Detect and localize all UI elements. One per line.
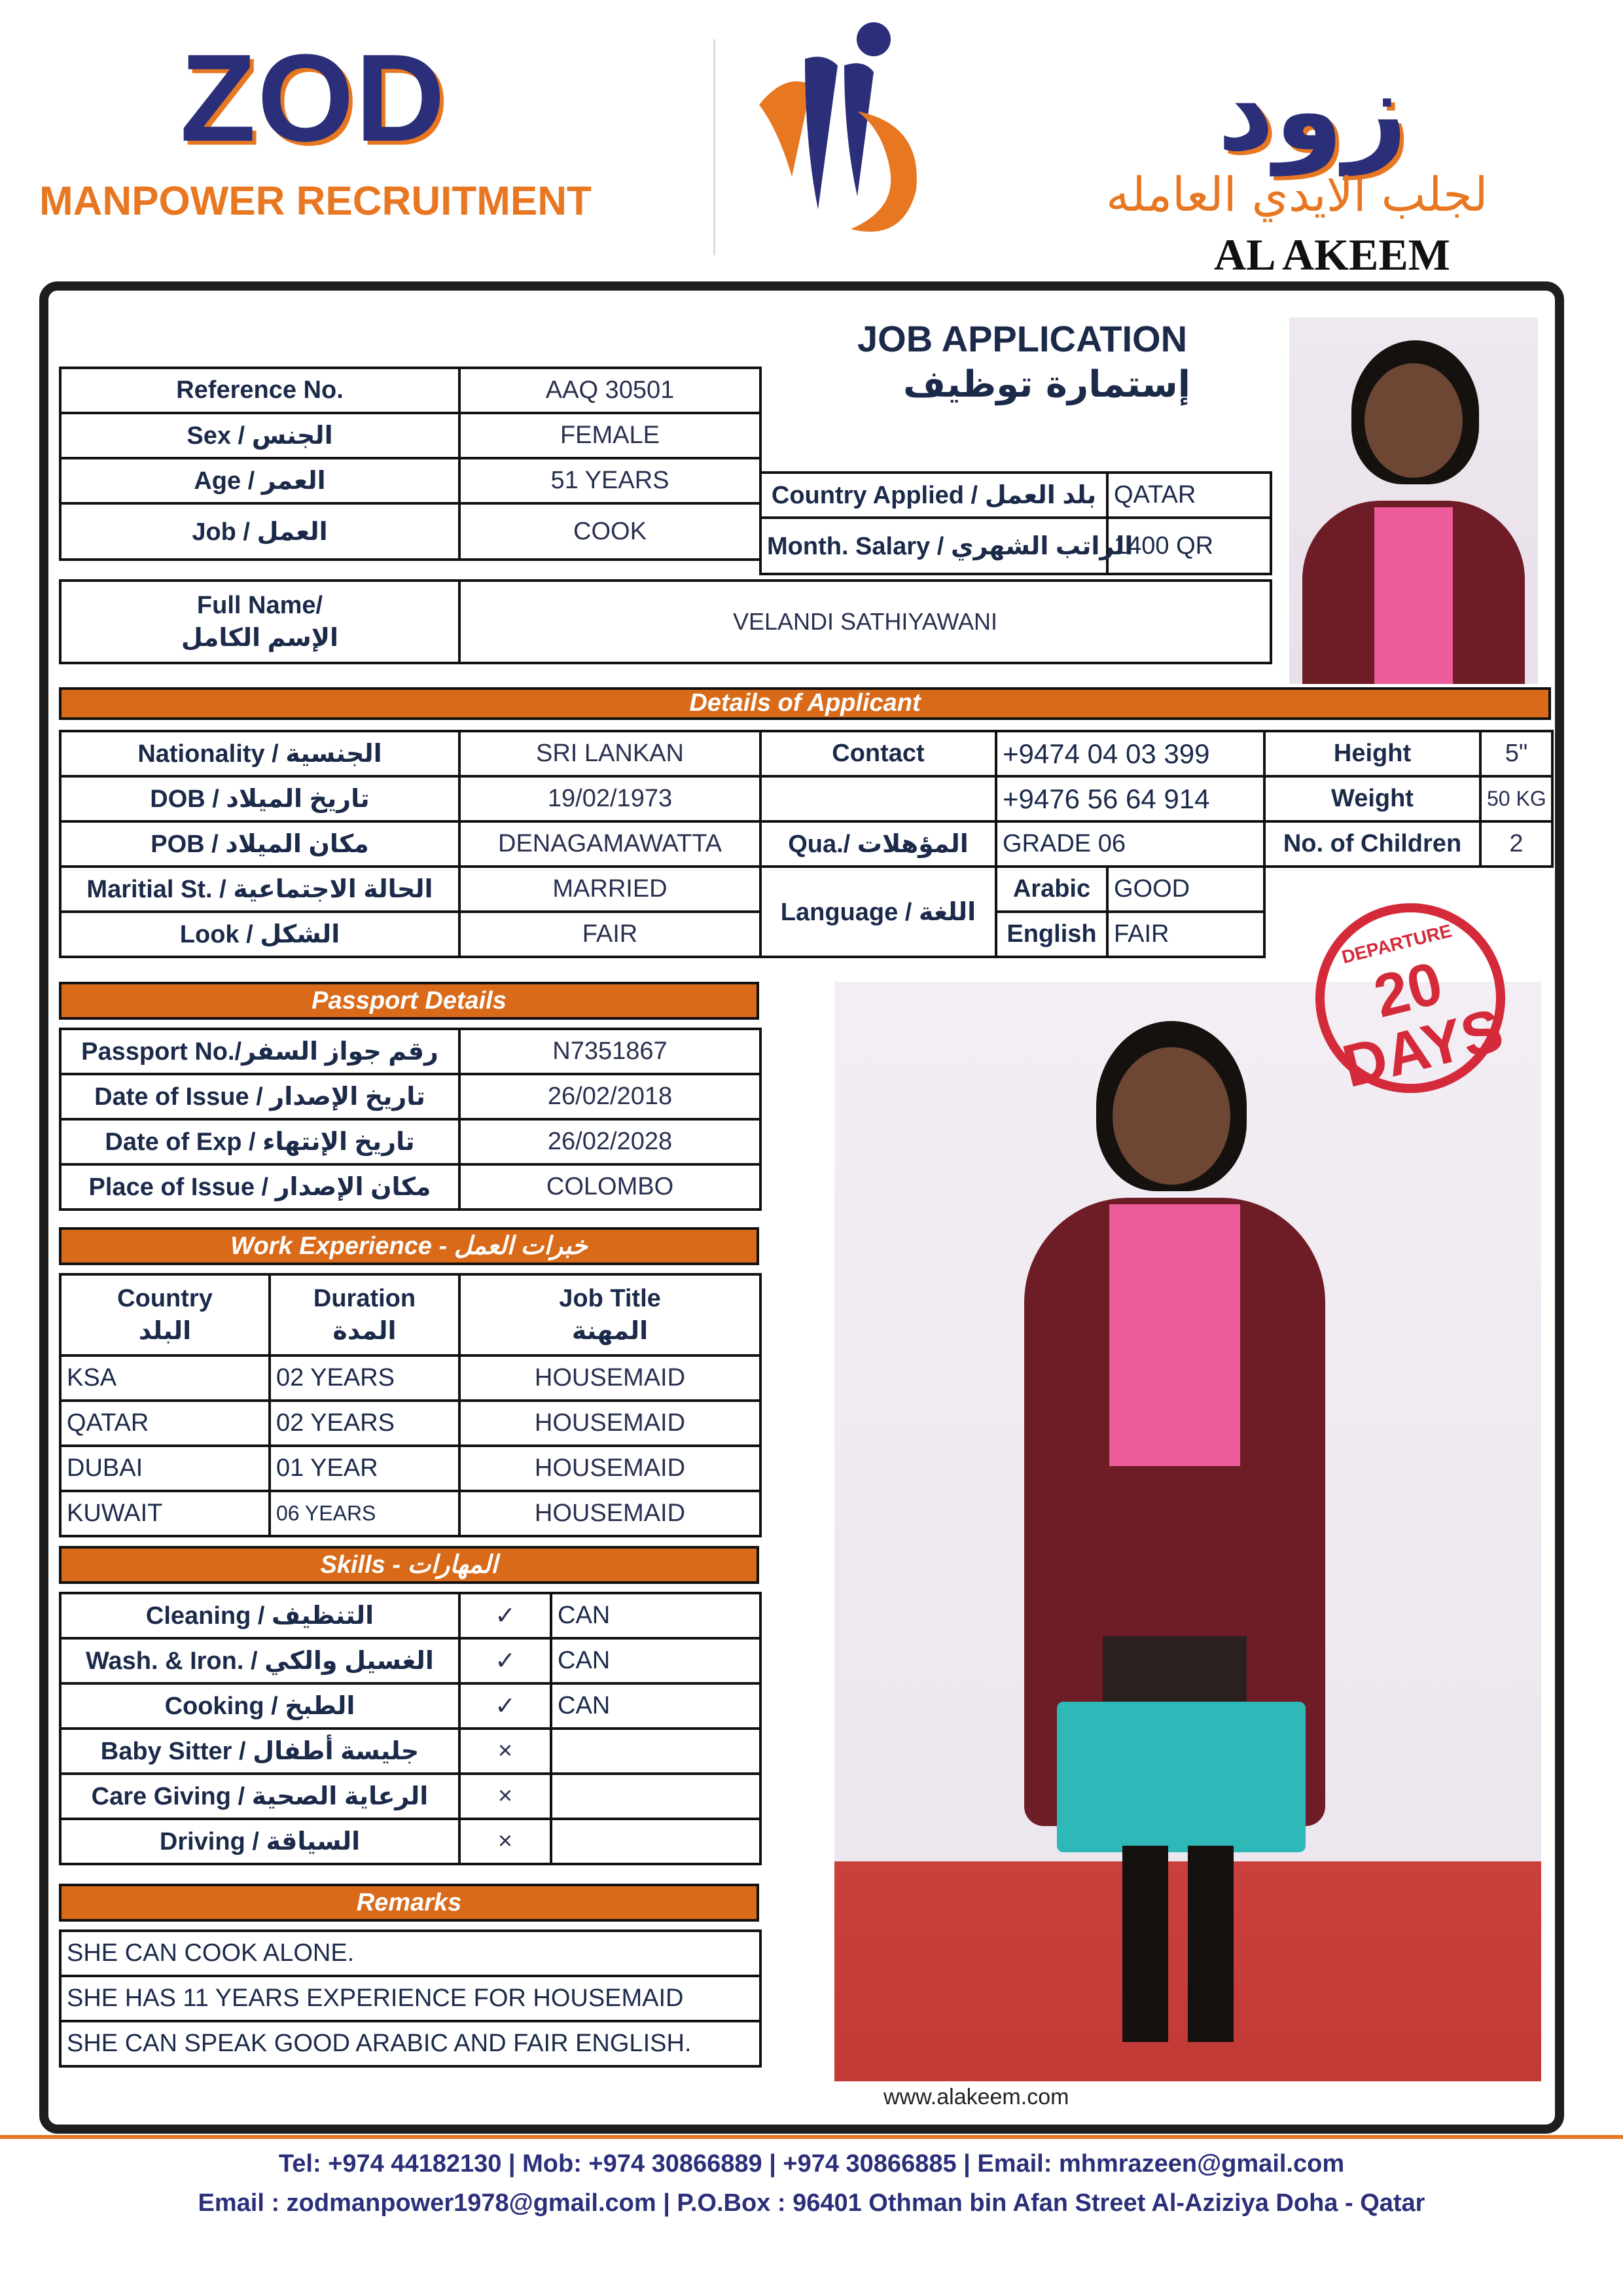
passport-table: [59, 1028, 762, 1211]
details-left-table: [59, 730, 762, 958]
skill-label: Cleaning / التنظيف: [60, 1593, 459, 1638]
remark-line: SHE CAN SPEAK GOOD ARABIC AND FAIR ENGLISH.: [60, 2021, 760, 2066]
check-icon: ✓: [459, 1638, 551, 1683]
brand-alakeem: AL AKEEM: [1214, 230, 1450, 279]
table-row: [60, 1401, 760, 1446]
full-name-label-ar: الإسم الكامل: [181, 624, 339, 652]
exp-duration: 02 YEARS: [270, 1401, 459, 1446]
age-value: 51 YEARS: [459, 458, 760, 503]
exp-country: DUBAI: [60, 1446, 270, 1491]
ref-label: Reference No.: [60, 368, 459, 413]
table-row: [60, 1355, 760, 1401]
details-middle-table: [759, 730, 1266, 958]
marital-value: MARRIED: [459, 867, 760, 912]
skills-table: [59, 1592, 762, 1865]
marital-label: Maritial St. / الحالة الاجتماعية: [60, 867, 459, 912]
language-label: Language / اللغة: [760, 867, 996, 957]
table-row: [60, 1819, 760, 1864]
pob-label: POB / مكان الميلاد: [60, 821, 459, 867]
basic-info-table: [59, 367, 762, 561]
issue-place-label: Place of Issue / مكان الإصدار: [60, 1164, 459, 1210]
exp-country: KUWAIT: [60, 1491, 270, 1536]
table-row: [60, 1729, 760, 1774]
check-icon: ✓: [459, 1593, 551, 1638]
table-row: [60, 1446, 760, 1491]
issue-date-value: 26/02/2018: [459, 1074, 760, 1119]
phone-1: +9474 04 03 399: [996, 731, 1264, 776]
table-row: [60, 1491, 760, 1536]
table-row: [60, 1774, 760, 1819]
skill-value: CAN: [551, 1683, 760, 1729]
sex-label: Sex / الجنس: [60, 413, 459, 458]
portrait-face: [1364, 363, 1463, 478]
header-divider: [713, 39, 715, 255]
full-name-table: [59, 579, 1272, 664]
full-leg-right: [1188, 1846, 1234, 2042]
remarks-heading: Remarks: [59, 1884, 759, 1922]
look-label: Look / الشكل: [60, 912, 459, 957]
skill-value: CAN: [551, 1593, 760, 1638]
exp-date-value: 26/02/2028: [459, 1119, 760, 1164]
page-title-arabic: إستمارة توظيف: [903, 363, 1190, 406]
exp-country: QATAR: [60, 1401, 270, 1446]
col-job-header: [459, 1274, 760, 1355]
phone-2: +9476 56 64 914: [996, 776, 1264, 821]
qua-value: GRADE 06: [996, 821, 1264, 867]
list-item: [60, 1976, 760, 2021]
col-country-en: Country: [117, 1285, 213, 1312]
list-item: [60, 2021, 760, 2066]
qua-label: Qua./ المؤهلات: [760, 821, 996, 867]
footer-contact-line-1: Tel: +974 44182130 | Mob: +974 30866889 | +974 30866885 | Email: mhmrazeen@gmail.com: [278, 2150, 1345, 2178]
job-value: COOK: [459, 503, 760, 560]
dob-label: DOB / تاريخ الميلاد: [60, 776, 459, 821]
skill-label: Wash. & Iron. / الغسيل والكي: [60, 1638, 459, 1683]
children-label: No. of Children: [1264, 821, 1480, 867]
col-job-ar: المهنة: [571, 1318, 649, 1345]
stamp-main-text: 20 DAYS: [1336, 949, 1510, 1101]
exp-duration: 06 YEARS: [270, 1491, 459, 1536]
age-label: Age / العمر: [60, 458, 459, 503]
portrait-shirt: [1374, 507, 1453, 684]
full-name-label-en: Full Name/: [196, 592, 323, 619]
col-duration-ar: المدة: [332, 1318, 397, 1345]
exp-country: KSA: [60, 1355, 270, 1401]
details-right-table: [1263, 730, 1554, 868]
skill-label: Cooking / الطبخ: [60, 1683, 459, 1729]
brand-arabic-logo: زود: [1217, 46, 1408, 176]
children-value: 2: [1480, 821, 1552, 867]
skill-value: [551, 1774, 760, 1819]
exp-job: HOUSEMAID: [459, 1355, 760, 1401]
cross-icon: ×: [459, 1729, 551, 1774]
country-value: QATAR: [1107, 473, 1271, 518]
full-waistband: [1103, 1636, 1247, 1708]
ref-value: AAQ 30501: [459, 368, 760, 413]
stamp-top-text: DEPARTURE: [1340, 920, 1454, 967]
full-name-label: [60, 581, 459, 663]
passport-no-value: N7351867: [459, 1029, 760, 1074]
col-duration-header: [270, 1274, 459, 1355]
col-duration-en: Duration: [313, 1285, 416, 1312]
skill-label: Driving / السياقة: [60, 1819, 459, 1864]
brand-arabic-subtitle: لجلب الايدي العامله: [1106, 167, 1488, 222]
table-row: [60, 1638, 760, 1683]
country-salary-table: [759, 471, 1272, 575]
nationality-label: Nationality / الجنسية: [60, 731, 459, 776]
passport-heading: Passport Details: [59, 982, 759, 1020]
skill-value: [551, 1819, 760, 1864]
skill-label: Care Giving / الرعاية الصحية: [60, 1774, 459, 1819]
remark-line: SHE CAN COOK ALONE.: [60, 1931, 760, 1976]
passport-no-label: Passport No./رقم جواز السفر: [60, 1029, 459, 1074]
look-value: FAIR: [459, 912, 760, 957]
english-value: FAIR: [1107, 912, 1264, 957]
arabic-value: GOOD: [1107, 867, 1264, 912]
experience-heading: Work Experience - خبرات العمل: [59, 1227, 759, 1265]
brand-logo-text: ZOD: [180, 29, 447, 168]
contact-label: Contact: [760, 731, 996, 776]
salary-label: Month. Salary / الراتب الشهري: [760, 518, 1107, 574]
footer-divider: [0, 2135, 1623, 2139]
details-heading: Details of Applicant: [59, 687, 1551, 720]
skills-heading: Skills - المهارات: [59, 1546, 759, 1584]
col-country-header: [60, 1274, 270, 1355]
exp-duration: 01 YEAR: [270, 1446, 459, 1491]
full-name-value: VELANDI SATHIYAWANI: [459, 581, 1271, 663]
col-country-ar: البلد: [138, 1318, 192, 1345]
weight-value: 50 KG: [1480, 776, 1552, 821]
dob-value: 19/02/1973: [459, 776, 760, 821]
issue-date-label: Date of Issue / تاريخ الإصدار: [60, 1074, 459, 1119]
col-job-en: Job Title: [559, 1285, 661, 1312]
check-icon: ✓: [459, 1683, 551, 1729]
full-face: [1113, 1047, 1230, 1185]
pob-value: DENAGAMAWATTA: [459, 821, 760, 867]
full-leg-left: [1122, 1846, 1168, 2042]
job-label: Job / العمل: [60, 503, 459, 560]
weight-label: Weight: [1264, 776, 1480, 821]
skill-label: Baby Sitter / جليسة أطفال: [60, 1729, 459, 1774]
skill-value: CAN: [551, 1638, 760, 1683]
applicant-full-photo: [834, 982, 1541, 2081]
full-skirt: [1057, 1702, 1306, 1852]
exp-date-label: Date of Exp / تاريخ الإنتهاء: [60, 1119, 459, 1164]
english-label: English: [996, 912, 1107, 957]
company-emblem-icon: [733, 13, 949, 255]
country-label: Country Applied / بلد العمل: [760, 473, 1107, 518]
exp-job: HOUSEMAID: [459, 1491, 760, 1536]
list-item: [60, 1931, 760, 1976]
remarks-table: [59, 1929, 762, 2068]
cross-icon: ×: [459, 1774, 551, 1819]
height-value: 5": [1480, 731, 1552, 776]
exp-job: HOUSEMAID: [459, 1446, 760, 1491]
salary-value: 1400 QR: [1107, 518, 1271, 574]
full-shirt: [1109, 1204, 1240, 1466]
exp-job: HOUSEMAID: [459, 1401, 760, 1446]
height-label: Height: [1264, 731, 1480, 776]
footer-contact-line-2: Email : zodmanpower1978@gmail.com | P.O.Box : 96401 Othman bin Afan Street Al-Aziziya Doha - Qatar: [198, 2189, 1425, 2217]
contact-blank: [760, 776, 996, 821]
remark-line: SHE HAS 11 YEARS EXPERIENCE FOR HOUSEMAID: [60, 1976, 760, 2021]
experience-table: [59, 1273, 762, 1537]
website-link[interactable]: www.alakeem.com: [883, 2085, 1069, 2109]
arabic-label: Arabic: [996, 867, 1107, 912]
nationality-value: SRI LANKAN: [459, 731, 760, 776]
exp-duration: 02 YEARS: [270, 1355, 459, 1401]
skill-value: [551, 1729, 760, 1774]
table-row: [60, 1683, 760, 1729]
applicant-portrait-photo: [1289, 317, 1538, 684]
table-row: [60, 1593, 760, 1638]
brand-subtitle: MANPOWER RECRUITMENT: [39, 179, 592, 224]
issue-place-value: COLOMBO: [459, 1164, 760, 1210]
cross-icon: ×: [459, 1819, 551, 1864]
sex-value: FEMALE: [459, 413, 760, 458]
page-title: JOB APPLICATION: [857, 318, 1188, 359]
